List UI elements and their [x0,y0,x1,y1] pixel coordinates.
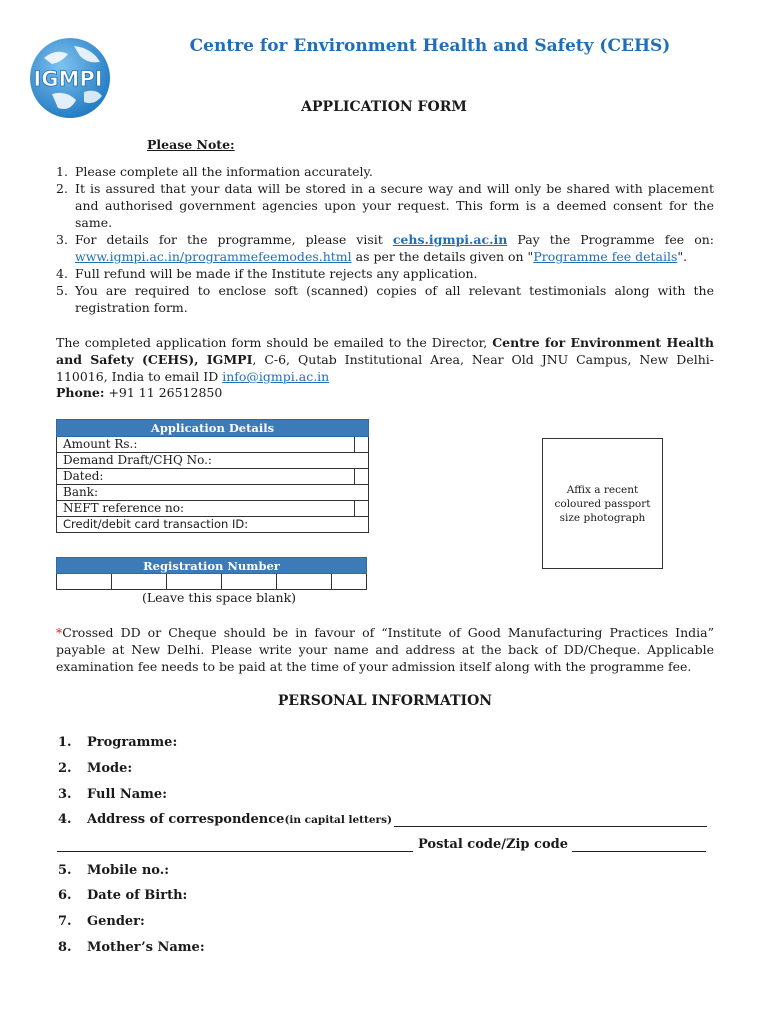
note-heading: Please Note: [147,137,235,152]
leave-blank-note: (Leave this space blank) [141,590,297,605]
amount-field[interactable] [355,437,369,453]
registration-cell[interactable] [222,574,277,590]
table-row [57,453,369,469]
registration-cell[interactable] [112,574,167,590]
table-row [57,574,367,590]
table-row: Dated: [57,469,369,485]
bank-field[interactable]: Bank: [57,485,369,501]
page-header-title: Centre for Environment Health and Safety (CEHS) [189,36,671,56]
mobile-field[interactable]: 5. Mobile no.: [58,863,170,878]
dated-field[interactable] [355,469,369,485]
table-row: NEFT reference no: [57,501,369,517]
address-line-2[interactable] [57,851,413,852]
cehs-site-link[interactable]: cehs.igmpi.ac.in [392,232,508,247]
passport-photo-box: Affix a recent coloured passport size photograph [542,438,663,569]
note-item: 5. You are required to enclose soft (scanned) copies of all relevant testimonials along with the registration form. [56,283,714,315]
email-link[interactable]: info@igmpi.ac.in [222,369,330,384]
phone-line: Phone: +91 11 26512850 [56,385,223,400]
address-field[interactable]: 4. Address of correspondence (in capital letters) [58,812,392,827]
application-details-table [56,419,369,533]
dd-cheque-note: *Crossed DD or Cheque should be in favour of “Institute of Good Manufacturing Practices India” payable at New Delhi. Please write your name and address at the back of DD/Cheque. Applicable examination fee needs to be paid at the time of your admission itself along with the programme fee. [56,625,714,674]
registration-cell[interactable] [167,574,222,590]
table-row [57,517,369,533]
registration-cell[interactable] [277,574,332,590]
registration-cell[interactable] [332,574,367,590]
gender-field[interactable]: 7. Gender: [58,914,145,929]
neft-field[interactable] [355,501,369,517]
programme-field[interactable]: 1. Programme: [58,735,178,750]
dob-field[interactable]: 6. Date of Birth: [58,888,188,903]
registration-number-table [56,557,367,590]
address-underline[interactable] [394,826,707,827]
mode-field[interactable]: 2. Mode: [58,761,133,776]
card-transaction-field[interactable]: Credit/debit card transaction ID: [57,517,369,533]
note-item: 1. Please complete all the information accurately. [56,164,373,179]
table-row: Amount Rs.: [57,437,369,453]
registration-number-header: Registration Number [57,558,367,574]
personal-info-title: PERSONAL INFORMATION [277,693,493,709]
logo-text: IGMPI [33,67,103,91]
asterisk: * [56,625,63,640]
note-item: 3. For details for the programme, please visit cehs.igmpi.ac.in Pay the Programme fee on: www.igmpi.ac.in/programmefeemodes.html as per the details given on "Programme fee details". [56,232,714,264]
mothers-name-field[interactable]: 8. Mother’s Name: [58,940,205,955]
postal-code-field[interactable] [572,851,706,852]
registration-cell[interactable] [57,574,112,590]
application-details-header: Application Details [57,420,369,437]
form-title: APPLICATION FORM [301,99,467,115]
table-row [57,485,369,501]
note-item: 4. Full refund will be made if the Institute rejects any application. [56,266,478,281]
full-name-field[interactable]: 3. Full Name: [58,787,167,802]
fee-modes-link[interactable]: www.igmpi.ac.in/programmefeemodes.html [75,249,352,264]
postal-code-label: Postal code/Zip code [418,837,568,852]
note-item: 2. It is assured that your data will be stored in a secure way and will only be shared with placement and authorised government agencies upon your request. This form is a deemed consent for the same. [56,181,714,230]
notes-list [56,163,714,316]
programme-fee-details-link[interactable]: Programme fee details [533,249,678,264]
demand-draft-field[interactable]: Demand Draft/CHQ No.: [57,453,369,469]
submission-paragraph: The completed application form should be emailed to the Director, Centre for Environment Health and Safety (CEHS), IGMPI, C-6, Qutab Institutional Area, Near Old JNU Campus, New Delhi-110016, India to email ID info@igmpi.ac.in [56,335,715,384]
